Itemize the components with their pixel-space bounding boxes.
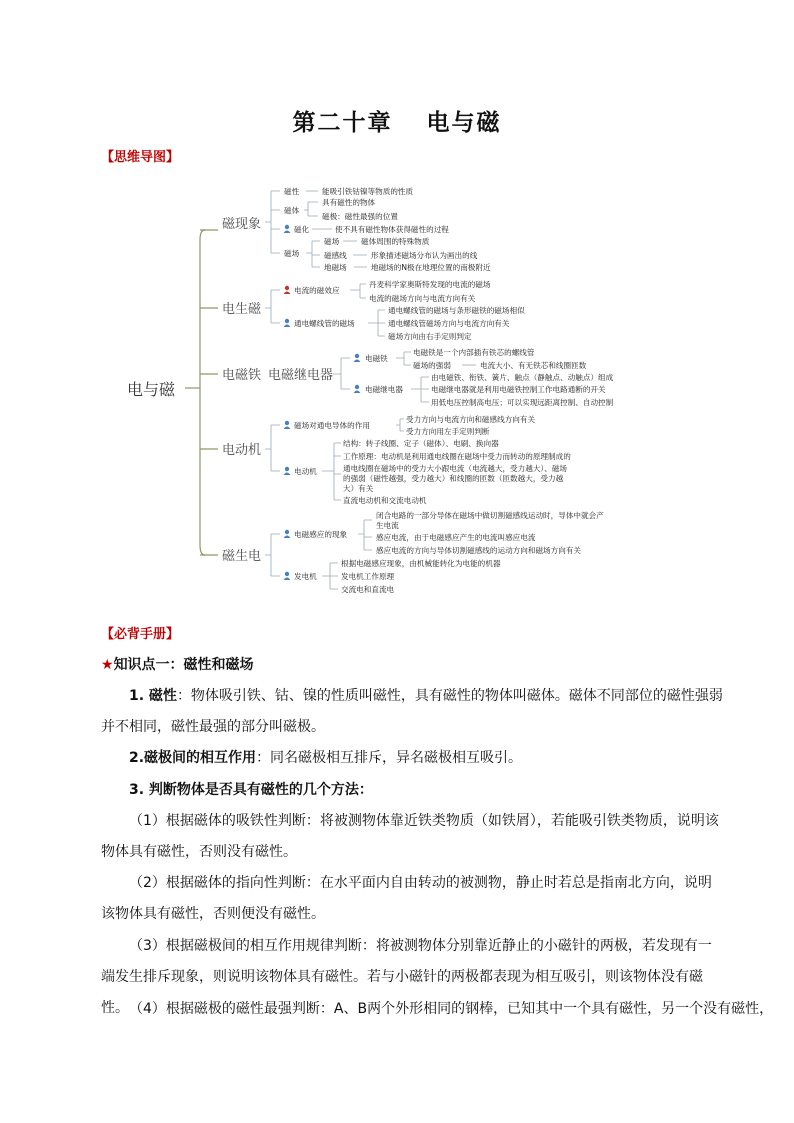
leaf-text: 生电流	[376, 521, 399, 530]
branch-motor: 电动机	[222, 443, 262, 458]
node-em-induction: 电磁感应的现象	[294, 530, 348, 539]
leaf-text: 电流大小、有无铁芯和线圈匝数	[480, 361, 587, 370]
paragraph-method-4: （4）根据磁极的磁性最强判断：A、B两个外形相同的钢棒，已知其中一个具有磁性，另一个没有磁性，	[129, 1001, 774, 1017]
leaf-text: 感应电流，由于电磁感应产生的电流叫感应电流	[376, 533, 536, 542]
leaf-text: 闭合电路的一部分导体在磁场中做切割磁感线运动时，导体中就会产	[376, 511, 604, 520]
person-icon	[284, 286, 291, 294]
leaf-text: 使不具有磁性物体获得磁性的过程	[335, 225, 449, 234]
person-icon	[284, 467, 291, 475]
leaf-text: 结构：转子线圈、定子（磁体）、电刷、换向器	[343, 439, 499, 448]
paragraph-magnetism: 1. 磁性：物体吸引铁、钴、镍的性质叫磁性，具有磁性的物体叫磁体。磁体不同部位的磁性强弱并不相同，磁性最强的部分叫磁极。	[101, 688, 723, 735]
paragraph-method-3: （3）根据磁极间的相互作用规律判断：将被测物体分别靠近静止的小磁针的两极，若发现有一端发生排斥现象，则说明该物体具有磁性。若与小磁针的两极都表现为相互吸引，则该物体没有磁性。	[101, 938, 712, 1016]
node-magnetization: 磁化	[294, 225, 310, 234]
leaf-text: 用低电压控制高电压；可以实现远距离控制、自动控制	[431, 398, 614, 407]
node-electromagnet: 电磁铁	[365, 354, 388, 363]
branch-electromagnet: 电磁铁	[222, 368, 262, 383]
leaf-text: 磁场方向由右手定则判定	[388, 332, 472, 341]
leaf-text: 形象描述磁场分布认为画出的线	[371, 251, 478, 260]
leaf-text: 根据电磁感应现象，由机械能转化为电能的机器	[341, 559, 501, 568]
leaf-text: 能吸引铁钴镍等物质的性质	[322, 187, 414, 196]
leaf-text: 由电磁铁、衔铁、簧片、触点（静触点、动触点）组成	[431, 373, 614, 382]
section-manual-heading: 【必背手册】	[101, 627, 180, 642]
branch-relay: 电磁继电器	[268, 368, 334, 383]
person-icon	[284, 319, 291, 327]
person-icon	[284, 572, 291, 580]
leaf-text: 地磁场的N极在地理位置的南极附近	[371, 263, 491, 272]
leaf-text: 受力方向用左手定则判断	[406, 427, 490, 436]
person-icon	[284, 225, 291, 233]
leaf-text: 的强弱（磁性越强，受力越大）和线圈的匝数（匝数越大，受力越	[343, 474, 564, 483]
leaf-text: 感应电流的方向与导体切割磁感线的运动方向和磁场方向有关	[376, 546, 582, 555]
knowledge-point-heading: ★知识点一：磁性和磁场	[101, 657, 254, 673]
person-icon	[284, 421, 291, 429]
node-current-magnetic-effect: 电流的磁效应	[294, 286, 340, 295]
branch-electricity-produces-magnetism: 电生磁	[222, 302, 262, 317]
leaf-text: 磁体周围的特殊物质	[361, 237, 430, 246]
leaf-text: 丹麦科学家奥斯特发现的电流的磁场	[369, 280, 491, 289]
leaf-text: 交流电和直流电	[341, 585, 395, 594]
paragraph-pole-interaction: 2.磁极间的相互作用：同名磁极相互排斥，异名磁极相互吸引。	[129, 750, 523, 766]
node-magnetism: 磁性	[284, 187, 300, 196]
leaf-text: 通电螺线管磁场方向与电流方向有关	[388, 319, 510, 328]
leaf-text: 电流的磁场方向与电流方向有关	[369, 294, 476, 303]
node-relay: 电磁继电器	[365, 385, 403, 394]
branch-magnetic-phenomena: 磁现象	[222, 217, 262, 232]
leaf-text: 工作原理：电动机是利用通电线圈在磁场中受力而转动的原理制成的	[343, 452, 571, 461]
paragraph-method-1: （1）根据磁体的吸铁性判断：将被测物体靠近铁类物质（如铁屑），若能吸引铁类物质，说明该物体具有磁性，否则没有磁性。	[101, 813, 719, 860]
node-motor: 电动机	[294, 467, 317, 476]
paragraph-methods-heading: 3. 判断物体是否具有磁性的几个方法：	[129, 782, 373, 798]
star-icon: ★	[101, 657, 114, 673]
leaf-text: 磁场的强弱	[413, 361, 451, 370]
leaf-text: 受力方向与电流方向和磁感线方向有关	[406, 415, 536, 424]
section-mindmap-heading: 【思维导图】	[101, 150, 180, 165]
mindmap-root: 电与磁	[127, 380, 176, 399]
leaf-text: 大）有关	[343, 484, 374, 493]
leaf-text: 发电机工作原理	[341, 572, 395, 581]
node-field: 磁场	[324, 237, 340, 246]
leaf-text: 通电螺线管的磁场与条形磁铁的磁场相似	[388, 306, 525, 315]
paragraph-method-2: （2）根据磁体的指向性判断：在水平面内自由转动的被测物，静止时若总是指南北方向，说明该物体具有磁性，否则便没有磁性。	[101, 875, 712, 922]
person-icon	[354, 385, 361, 393]
node-force-on-conductor: 磁场对通电导体的作用	[294, 421, 370, 430]
leaf-text: 直流电动机和交流电动机	[343, 496, 427, 505]
node-solenoid-field: 通电螺线管的磁场	[294, 319, 355, 328]
node-magnet: 磁体	[284, 206, 300, 215]
node-earth-field: 地磁场	[324, 263, 347, 272]
branch-magnetism-produces-electricity: 磁生电	[222, 549, 262, 564]
node-generator: 发电机	[294, 572, 317, 581]
leaf-text: 磁极：磁性最强的位置	[322, 212, 398, 221]
page-title: 第二十章 电与磁	[292, 109, 502, 136]
person-icon	[284, 530, 291, 538]
leaf-text: 具有磁性的物体	[322, 198, 376, 207]
person-icon	[354, 354, 361, 362]
leaf-text: 电磁铁是一个内部插有铁芯的螺线管	[413, 348, 535, 357]
node-field-lines: 磁感线	[324, 251, 347, 260]
leaf-text: 通电线圈在磁场中的受力大小跟电流（电流越大，受力越大）、磁场	[343, 464, 568, 473]
node-magnetic-field: 磁场	[284, 249, 300, 258]
leaf-text: 电磁继电器就是利用电磁铁控制工作电路通断的开关	[431, 385, 606, 394]
